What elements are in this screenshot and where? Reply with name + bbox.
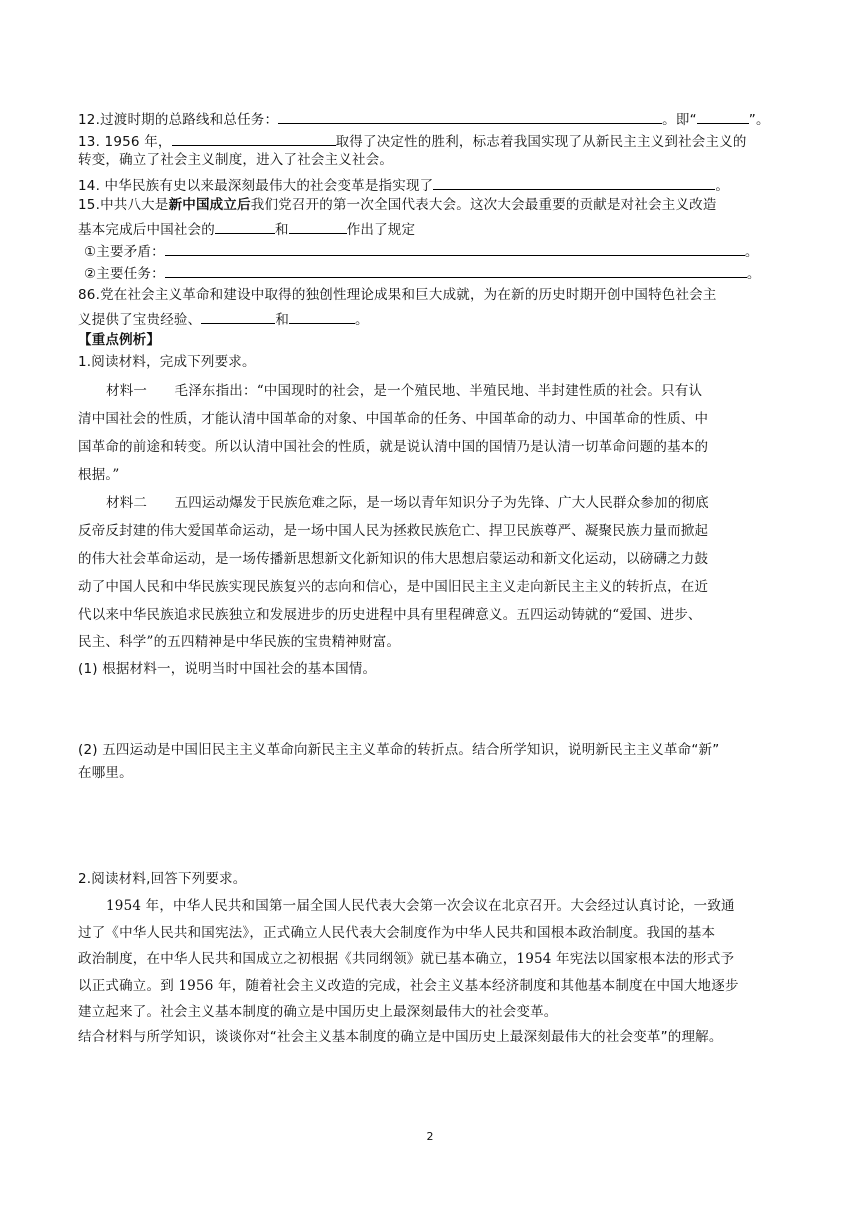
answer-blank[interactable] — [165, 240, 745, 256]
question-15: 15.中共八大是新中国成立后我们党召开的第一次全国代表大会。这次大会最重要的贡献是对社会主义改造 — [78, 197, 717, 213]
page-number: 2 — [426, 1130, 434, 1143]
answer-blank[interactable] — [201, 308, 275, 324]
example-2-material-line: 1954 年，中华人民共和国第一届全国人民代表大会第一次会议在北京召开。大会经过认真讨论，一致通 — [106, 898, 735, 914]
example-2-intro: 2.阅读材料,回答下列要求。 — [78, 871, 247, 887]
question-15-item2: ②主要任务： 。 — [84, 262, 790, 283]
answer-blank[interactable] — [433, 174, 715, 190]
example-2-material-line: 政治制度，在中华人民共和国成立之初根据《共同纲领》就已基本确立，1954 年宪法以国家根本法的形式予 — [78, 951, 735, 967]
question-86: 86.党在社会主义革命和建设中取得的独创性理论成果和巨大成就，为在新的历史时期开创中国特色社会主 — [78, 287, 717, 303]
question-14: 14. 中华民族有史以来最深刻最伟大的社会变革是指实现了 。 — [78, 174, 784, 195]
question-15-item1: ①主要矛盾： 。 — [84, 240, 790, 261]
material-2-line: 民主、科学”的五四精神是中华民族的宝贵精神财富。 — [78, 634, 401, 650]
material-1-line: 国革命的前途和转变。所以认清中国社会的性质，就是说认清中国的国情乃是认清一切革命问题的基本的 — [78, 439, 709, 455]
material-2-line: 反帝反封建的伟大爱国革命运动，是一场中国人民为拯救民族危亡、捍卫民族尊严、凝聚民族力量而掀起 — [78, 523, 709, 539]
example-1-intro: 1.阅读材料，完成下列要求。 — [78, 354, 256, 370]
example-1-question-2: (2) 五四运动是中国旧民主主义革命向新民主主义革命的转折点。结合所学知识，说明新民主主义革命“新” — [78, 742, 720, 758]
answer-blank[interactable] — [697, 108, 749, 124]
question-12: 12.过渡时期的总路线和总任务： 。即“ ”。 — [78, 108, 784, 129]
material-1-line: 材料一 毛泽东指出：“中国现时的社会，是一个殖民地、半殖民地、半封建性质的社会。只有认 — [106, 383, 703, 399]
answer-blank[interactable] — [289, 308, 355, 324]
question-86-line2: 义提供了宝贵经验、 和 。 — [78, 308, 784, 329]
material-2-line: 代以来中华民族追求民族独立和发展进步的历史进程中具有里程碑意义。五四运动铸就的“爱国、进步、 — [78, 607, 702, 623]
question-13-line2: 转变，确立了社会主义制度，进入了社会主义社会。 — [78, 152, 394, 168]
question-15-line2: 基本完成后中国社会的 和 作出了规定 — [78, 218, 784, 239]
answer-blank[interactable] — [215, 218, 275, 234]
material-1-line: 清中国社会的性质，才能认清中国革命的对象、中国革命的任务、中国革命的动力、中国革命的性质、中 — [78, 411, 709, 427]
material-2-line: 动了中国人民和中华民族实现民族复兴的志向和信心，是中国旧民主主义走向新民主主义的转折点，在近 — [78, 579, 709, 595]
example-2-material-line: 以正式确立。到 1956 年，随着社会主义改造的完成，社会主义基本经济制度和其他基本制度在中国大地逐步 — [78, 978, 739, 994]
material-2-line: 材料二 五四运动爆发于民族危难之际，是一场以青年知识分子为先锋、广大人民群众参加的彻底 — [106, 495, 709, 511]
answer-blank[interactable] — [278, 108, 662, 124]
answer-blank[interactable] — [165, 262, 747, 278]
example-1-question-2-line2: 在哪里。 — [78, 765, 133, 781]
question-13: 13. 1956 年， 取得了决定性的胜利，标志着我国实现了从新民主主义到社会主义的 — [78, 130, 784, 151]
example-1-question-1: (1) 根据材料一，说明当时中国社会的基本国情。 — [78, 661, 377, 677]
answer-blank[interactable] — [289, 218, 347, 234]
material-2-line: 的伟大社会革命运动，是一场传播新思想新文化新知识的伟大思想启蒙运动和新文化运动，以磅礴之力鼓 — [78, 551, 709, 567]
answer-blank[interactable] — [172, 130, 336, 146]
example-2-material-line: 建立起来了。社会主义基本制度的确立是中国历史上最深刻最伟大的社会变革。 — [78, 1004, 558, 1020]
example-2-question: 结合材料与所学知识，谈谈你对“社会主义基本制度的确立是中国历史上最深刻最伟大的社会变革”的理解。 — [78, 1029, 723, 1045]
example-2-material-line: 过了《中华人民共和国宪法》，正式确立人民代表大会制度作为中华人民共和国根本政治制度。我国的基本 — [78, 925, 716, 941]
section-title: 【重点例析】 — [78, 332, 161, 348]
material-1-line: 根据。” — [78, 467, 120, 483]
